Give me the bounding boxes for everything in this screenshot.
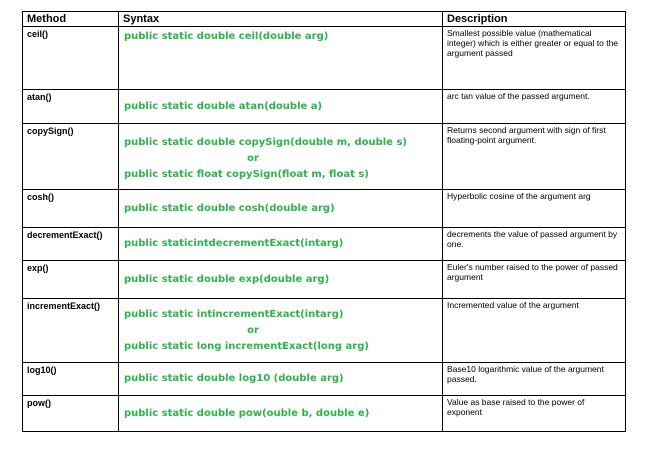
syntax-line: public static long incrementExact(long arg) [124,340,369,352]
syntax-cell [119,396,443,432]
method-description: Value as base raised to the power of exponent [443,396,626,432]
table-row [23,299,626,363]
method-description: Base10 logarithmic value of the argument passed. [443,363,626,396]
syntax-cell [119,90,443,124]
table-row [23,261,626,299]
method-name: incrementExact() [23,299,119,363]
syntax-or: or [247,152,259,164]
method-name: pow() [23,396,119,432]
method-description: Returns second argument with sign of first floating-point argument. [443,124,626,190]
syntax-cell [119,27,443,90]
table-row [23,363,626,396]
syntax-cell [119,363,443,396]
header-description: Description [443,12,626,27]
method-name: exp() [23,261,119,299]
method-description: arc tan value of the passed argument. [443,90,626,124]
method-name: decrementExact() [23,228,119,261]
method-name: copySign() [23,124,119,190]
syntax-cell [119,261,443,299]
method-description: Euler's number raised to the power of passed argument [443,261,626,299]
method-description: decrements the value of passed argument by one. [443,228,626,261]
table-row [23,90,626,124]
method-description: Smallest possible value (mathematical integer) which is either greater or equal to the argument passed [443,27,626,90]
syntax-or: or [247,324,259,336]
header-row [23,12,626,27]
table-row [23,396,626,432]
syntax-line: public static double exp(double arg) [124,273,330,285]
table-row [23,124,626,190]
syntax-line: public static double atan(double a) [124,100,323,112]
syntax-line: public static float copySign(float m, float s) [124,168,369,180]
method-name: ceil() [23,27,119,90]
syntax-cell [119,124,443,190]
methods-table [22,11,626,432]
method-name: atan() [23,90,119,124]
method-name: cosh() [23,190,119,228]
syntax-cell [119,299,443,363]
method-description: Incremented value of the argument [443,299,626,363]
syntax-line: public staticintdecrementExact(intarg) [124,238,344,249]
syntax-line: public static intincrementExact(intarg) [124,308,344,320]
method-description: Hyperbolic cosine of the argument arg [443,190,626,228]
header-method: Method [23,12,119,27]
syntax-cell [119,190,443,228]
syntax-line: public static double cosh(double arg) [124,202,335,214]
syntax-cell [119,228,443,261]
method-name: log10() [23,363,119,396]
syntax-line: public static double log10 (double arg) [124,373,344,384]
table-row [23,190,626,228]
header-syntax: Syntax [119,12,443,27]
syntax-line: public static double pow(ouble b, double e) [124,407,370,419]
table-row [23,228,626,261]
syntax-line: public static double copySign(double m, double s) [124,136,407,148]
table-row [23,27,626,90]
syntax-line: public static double ceil(double arg) [124,31,329,42]
